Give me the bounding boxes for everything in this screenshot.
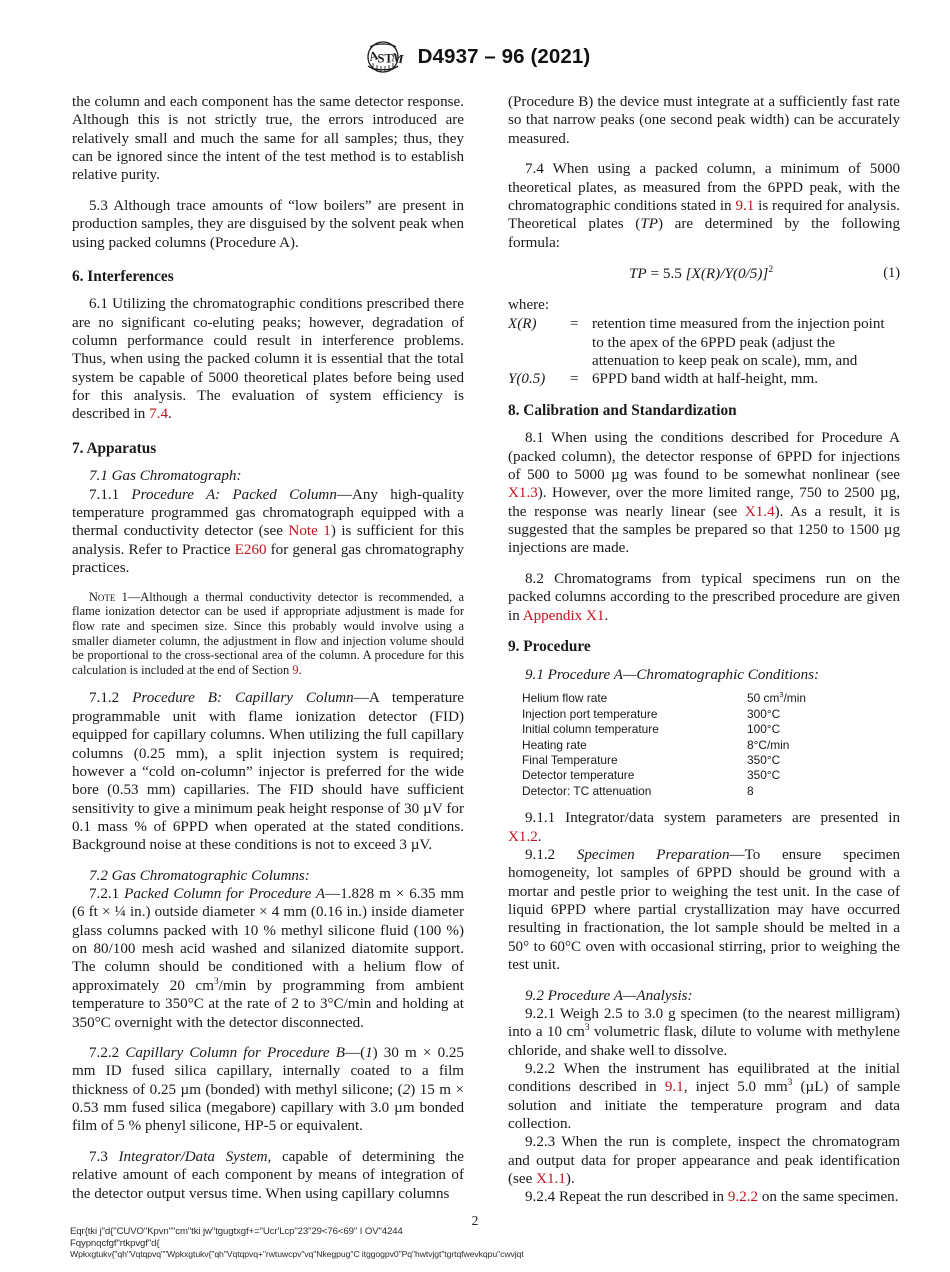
- paragraph-7-4-text-a: 7.4 When using a packed column, a minimum of 5000 theoretical plates, as measured from the 6PPD peak, with the chromatographic conditions stated in: [508, 161, 900, 214]
- table-row: [522, 753, 806, 768]
- equation-1-number: (1): [883, 264, 900, 281]
- paragraph-9-1-title: 9.1 Procedure A—Chromatographic Conditions:: [525, 666, 820, 683]
- svg-text:T: T: [384, 51, 393, 66]
- paragraph-7-4-text-c: ) are determined by the following formula:: [508, 216, 900, 251]
- svg-text:M: M: [390, 50, 405, 67]
- paragraph-7-1-1-number: 7.1.1: [89, 486, 132, 503]
- paragraph-7-2-1-text-2: /min by programming from ambient temperature to 350°C at the rate of 2 to 3°C/min and holding at 350°C overnight with the detector disconnected.: [72, 977, 464, 1031]
- paragraph-9-2-3-text-a: 9.2.3 When the run is complete, inspect the chromatogram and output data for proper appearance and peak identification (see: [508, 1134, 900, 1188]
- cross-reference-9-2-2[interactable]: 9.2.2: [727, 1189, 759, 1206]
- superscript-cubic: 3: [213, 976, 219, 987]
- paragraph-5-2-continued: the column and each component has the same detector response. Although this is not strictly true, the errors introduced are relatively small and much the same for all samples; thus, they can be ignored since the intent of the test method is to establish relative purity.: [72, 94, 464, 184]
- paragraph-9-2-1: [508, 1005, 900, 1060]
- heading-section-7: 7. Apparatus: [72, 439, 157, 457]
- paragraph-7-2-title: 7.2 Gas Chromatographic Columns:: [89, 867, 310, 884]
- paragraph-8-1-text-c: ). As a result, it is suggested that the samples be prepared so that 1250 to 1500 µg injections are made.: [508, 503, 900, 557]
- note-1-text-b: .: [298, 662, 302, 677]
- paragraph-7-1-title: 7.1 Gas Chromatograph:: [89, 468, 242, 485]
- table-row: [522, 691, 806, 706]
- paragraph-8-2-text-a: 8.2 Chromatograms from typical specimens run on the packed columns according to the prescribed procedure are given in: [508, 570, 900, 624]
- heading-section-6: 6. Interferences: [72, 267, 174, 285]
- condition-name: Initial column temperature: [522, 722, 659, 737]
- paragraph-7-3-number: 7.3: [89, 1148, 119, 1165]
- definition-row: [508, 370, 900, 388]
- paragraph-7-2-2-text-a: —(: [344, 1045, 366, 1062]
- item-marker-1: 1: [365, 1045, 373, 1062]
- condition-value: 100°C: [747, 722, 781, 737]
- paragraph-9-2-1-text-a: 9.2.1 Weigh 2.5 to 3.0 g specimen (to the nearest milligram) into a 10 cm: [508, 1006, 900, 1041]
- heading-section-8: 8. Calibration and Standardization: [508, 401, 737, 419]
- definition-equals: =: [570, 316, 579, 333]
- equation-exponent: 2: [768, 264, 774, 275]
- paragraph-9-2-2-text-a: 9.2.2 When the instrument has equilibrated at the initial conditions described in: [508, 1061, 900, 1096]
- paragraph-6-1-text-a: 6.1 Utilizing the chromatographic conditions prescribed there are no significant co-eluting peaks; however, degradation of column performance could result in interference problems. Thus, when using the packed column it is essential that the total system be capable of 5000 theoretical plates before being used for this analysis. The evaluation of system efficiency is described in: [72, 296, 464, 423]
- page-header: [0, 40, 950, 79]
- condition-value: 300°C: [747, 706, 781, 721]
- paragraph-6-1-text-b: .: [168, 406, 172, 423]
- paragraph-7-4: [508, 160, 900, 252]
- cross-reference-7-4[interactable]: 7.4: [149, 406, 168, 423]
- definition-symbol: Y(0.5): [508, 371, 546, 388]
- paragraph-9-2-2: [508, 1060, 900, 1133]
- table-row: [522, 722, 806, 737]
- paragraph-7-2-1-number: 7.2.1: [89, 886, 125, 903]
- paragraph-9-1-1-text-a: 9.1.1 Integrator/data system parameters are presented in: [525, 810, 900, 827]
- paragraph-9-1-2-title: Specimen Preparation: [576, 847, 730, 864]
- equation-equals: =: [646, 264, 663, 282]
- right-column: [508, 93, 900, 1207]
- paragraph-8-1-text-b: ). However, over the more limited range, 750 to 2500 µg, the response was nearly linear (see: [508, 485, 900, 520]
- condition-name: Injection port temperature: [522, 706, 658, 721]
- paragraph-7-1-1-title: Procedure A: Packed Column: [131, 486, 337, 503]
- paragraph-7-2-1-text-1: —1.828 m × 6.35 mm (6 ft × ¼ in.) outside diameter × 4 mm (0.16 in.) inside diameter glass columns packed with 10 % methyl silicone fluid (100 %) on 80/100 mesh acid washed and silanized diatomite support. The column should be conditioned with a helium flow of approximately 20 cm: [72, 886, 464, 994]
- paragraph-7-2-2-text-c: ) 15 m × 0.53 mm fused silica (megabore) capillary with 3.0 µm bonded film of 5 % phenyl silicone, HP-5 or equivalent.: [72, 1081, 464, 1135]
- condition-value: 8°C/min: [747, 737, 790, 752]
- symbol-tp: TP: [640, 216, 658, 233]
- heading-section-9: 9. Procedure: [508, 638, 591, 656]
- paragraph-7-2-2: [72, 1044, 464, 1136]
- table-row: [522, 738, 806, 753]
- paragraph-7-3-text: capable of determining the relative amount of each component by means of integration of the detector output versus time. When using capillary columns: [72, 1148, 464, 1202]
- superscript-cubic: 3: [584, 1023, 590, 1034]
- paragraph-7-2-1-title: Packed Column for Procedure A: [124, 886, 326, 903]
- paragraph-9-1-1-text-b: .: [537, 828, 542, 845]
- paragraph-7-1-1: [72, 486, 464, 578]
- paragraph-8-1: [508, 429, 900, 557]
- paragraph-6-1: [72, 295, 464, 423]
- definition-text: retention time measured from the injection point to the apex of the 6PPD peak (adjust the attenuation to keep peak on scale), mm, and: [592, 316, 885, 369]
- paragraph-8-1-text-a: 8.1 When using the conditions described for Procedure A (packed column), the detector response of 6PPD for injections of 500 to 5000 µg was found to be somewhat nonlinear (see: [508, 430, 900, 484]
- paragraph-7-2-2-text-b: ) 30 m × 0.25 mm ID fused silica capillary, internally coated to a film thickness of 0.25 µm (bonded) with methyl silicone; (: [72, 1045, 464, 1098]
- cross-reference-x1-3[interactable]: X1.3: [508, 485, 538, 502]
- condition-value-text: 50 cm: [747, 691, 780, 706]
- condition-value: 8: [747, 783, 754, 798]
- condition-name: Detector: TC attenuation: [522, 783, 652, 798]
- cross-reference-e260[interactable]: E260: [234, 541, 267, 558]
- definition-equals: =: [570, 371, 579, 388]
- cross-reference-note-1[interactable]: Note 1: [288, 523, 331, 540]
- equation-bracket-expression: [X(R)/Y(0/5)]: [685, 264, 769, 282]
- definition-symbol: X(R): [508, 316, 537, 333]
- equation-coefficient: 5.5: [662, 264, 686, 282]
- paragraph-7-4-text-b: is required for analysis. Theoretical plates (: [508, 197, 901, 233]
- paragraph-7-3-continued: (Procedure B) the device must integrate at a sufficiently fast rate so that narrow peaks (one second peak width) can be accurately measured.: [508, 94, 900, 147]
- footer-line-1: Eqr{tki j"d{"CUVO"Kpvn""cm"tki jw"tgugtxgf+="Ucr'Lcp"23"29<76<69" I OV"4244: [70, 1226, 403, 1237]
- paragraph-9-2-3-text-b: ).: [565, 1171, 575, 1188]
- cross-reference-9-1[interactable]: 9.1: [664, 1079, 684, 1096]
- where-label: where:: [508, 296, 550, 313]
- paragraph-8-2-text-b: .: [604, 607, 609, 624]
- astm-logo: [360, 40, 406, 74]
- left-column: [72, 93, 464, 1203]
- paragraph-7-3-title: Integrator/Data System,: [118, 1148, 272, 1165]
- paragraph-8-2: [508, 570, 900, 625]
- table-row: [522, 707, 806, 722]
- condition-name: Final Temperature: [522, 753, 618, 768]
- cross-reference-x1-4[interactable]: X1.4: [744, 503, 775, 520]
- cross-reference-section-9[interactable]: 9: [292, 662, 299, 677]
- paragraph-5-3: 5.3 Although trace amounts of “low boilers” are present in production samples, they are disguised by the solvent peak when using packed columns (Procedure A).: [72, 197, 464, 251]
- table-row: [522, 768, 806, 783]
- condition-value: [747, 691, 806, 706]
- paragraph-9-1-2-text: —To ensure specimen homogeneity, lot samples of 6PPD should be ground with a mortar and pestle prior to weighing the test unit. In the case of liquid 6PPD where partial crystallization may have occurred resulting in fractionation, the lot sample should be melted in a 50° to 60°C oven with occasional stirring, prior to weighing the test unit.: [508, 847, 900, 974]
- paragraph-9-2-title: 9.2 Procedure A—Analysis:: [525, 987, 693, 1004]
- condition-name: Helium flow rate: [522, 691, 608, 706]
- paragraph-9-2-4-text-b: on the same specimen.: [758, 1189, 899, 1206]
- paragraph-7-1-2-number: 7.1.2: [89, 690, 133, 707]
- body-columns: [72, 93, 901, 1206]
- paragraph-7-1-2-title: Procedure B: Capillary Column: [132, 690, 354, 707]
- superscript-cubic: 3: [787, 1078, 793, 1089]
- paragraph-7-1-1-text-b: ) is sufficient for this analysis. Refer to Practice: [72, 523, 464, 558]
- paragraph-9-2-2-text-c: (µL) of sample solution and initiate the temperature program and data collection.: [508, 1079, 901, 1133]
- footer-license-notice: [70, 1226, 930, 1260]
- definition-row: [508, 315, 900, 370]
- paragraph-9-1-1: [508, 809, 900, 846]
- equation-1: [508, 265, 900, 287]
- condition-name: Heating rate: [522, 737, 587, 752]
- note-1-text-a: 1—Although a thermal conductivity detector is recommended, a flame ionization detector can be used if appropriate adjustment is made for flow rate and specimen size. Since this probably would involve using a smaller diameter column, the adjustment in flow and injection volume should be proportional to the cross-sectional area of the column. A procedure for this calculation is included at the end of Section: [72, 589, 464, 677]
- paragraph-7-1-2: [72, 689, 464, 854]
- condition-value-superscript: 3: [779, 690, 784, 700]
- page-number: 2: [471, 1213, 479, 1228]
- paragraph-9-2-1-text-b: volumetric flask, dilute to volume with methylene chloride, and shake well to dissolve.: [508, 1024, 900, 1059]
- cross-reference-x1-2[interactable]: X1.2: [508, 828, 538, 845]
- paragraph-7-1-1-text-c: for general gas chromatography practices.: [72, 541, 464, 576]
- equation-lhs: TP: [628, 264, 647, 282]
- equation-1-expression: [508, 265, 900, 283]
- paragraph-9-1-2: [508, 846, 900, 974]
- paragraph-9-2-4: [508, 1188, 900, 1206]
- cross-reference-appendix-x1[interactable]: Appendix X1: [522, 607, 605, 624]
- paragraph-7-1-2-text: —A temperature programmable unit with flame ionization detector (FID) equipped for capillary columns. When utilizing the full capillary columns (0.25 mm), a split injection system is required; however a “cold on-column” injector is preferred for the wide bore (0.53 mm) capillaries. The FID should have sufficient sensitivity to give a minimum peak height response of 30 µV for 0.1 mass % of 6PPD when operated at the stated conditions. Background noise at these conditions is not to exceed 3 µV.: [72, 690, 464, 854]
- definition-text: 6PPD band width at half-height, mm.: [592, 371, 818, 388]
- paragraph-9-2-3: [508, 1133, 900, 1188]
- item-marker-2: 2: [402, 1081, 411, 1098]
- paragraph-9-1-2-number: 9.1.2: [525, 847, 577, 864]
- paragraph-7-3: [72, 1148, 464, 1203]
- cross-reference-9-1[interactable]: 9.1: [735, 197, 755, 214]
- footer-line-2: Fqypnqcfgf"rtkpvgf"d{: [70, 1237, 160, 1249]
- document-designation: D4937 – 96 (2021): [417, 45, 591, 68]
- paragraph-9-2-4-text-a: 9.2.4 Repeat the run described in: [525, 1189, 728, 1206]
- paragraph-7-2-2-title: Capillary Column for Procedure B: [125, 1045, 345, 1062]
- cross-reference-x1-1[interactable]: X1.1: [536, 1171, 566, 1188]
- svg-text:S: S: [377, 51, 385, 66]
- condition-name: Detector temperature: [522, 768, 635, 783]
- chromatographic-conditions-table: [522, 691, 806, 799]
- svg-text:A: A: [367, 48, 380, 64]
- table-row: [522, 784, 806, 799]
- condition-value: 350°C: [747, 753, 781, 768]
- paragraph-9-2-2-text-b: , inject 5.0 mm: [683, 1079, 788, 1096]
- paragraph-7-1-1-text-a: —Any high-quality temperature programmed gas chromatograph equipped with a thermal conductivity detector (see: [72, 486, 464, 540]
- condition-value: 350°C: [747, 768, 781, 783]
- paragraph-7-2-1: [72, 885, 464, 1032]
- note-label: Note: [89, 589, 116, 604]
- condition-value-tail: /min: [783, 691, 806, 706]
- paragraph-7-2-2-number: 7.2.2: [89, 1045, 126, 1062]
- note-1: [72, 590, 464, 678]
- footer-line-3: Wpkxgtukv{"qh"Vqtqpvq""Wpkxgtukv{"qh"Vqtqpvq+"rwtuwcpv"vq"Nkegpug"C itggogpv0"Pq"hwtvjgt"tgrtqfwevkqpu"cwvjqt: [70, 1249, 524, 1260]
- symbol-definitions-table: [508, 315, 900, 388]
